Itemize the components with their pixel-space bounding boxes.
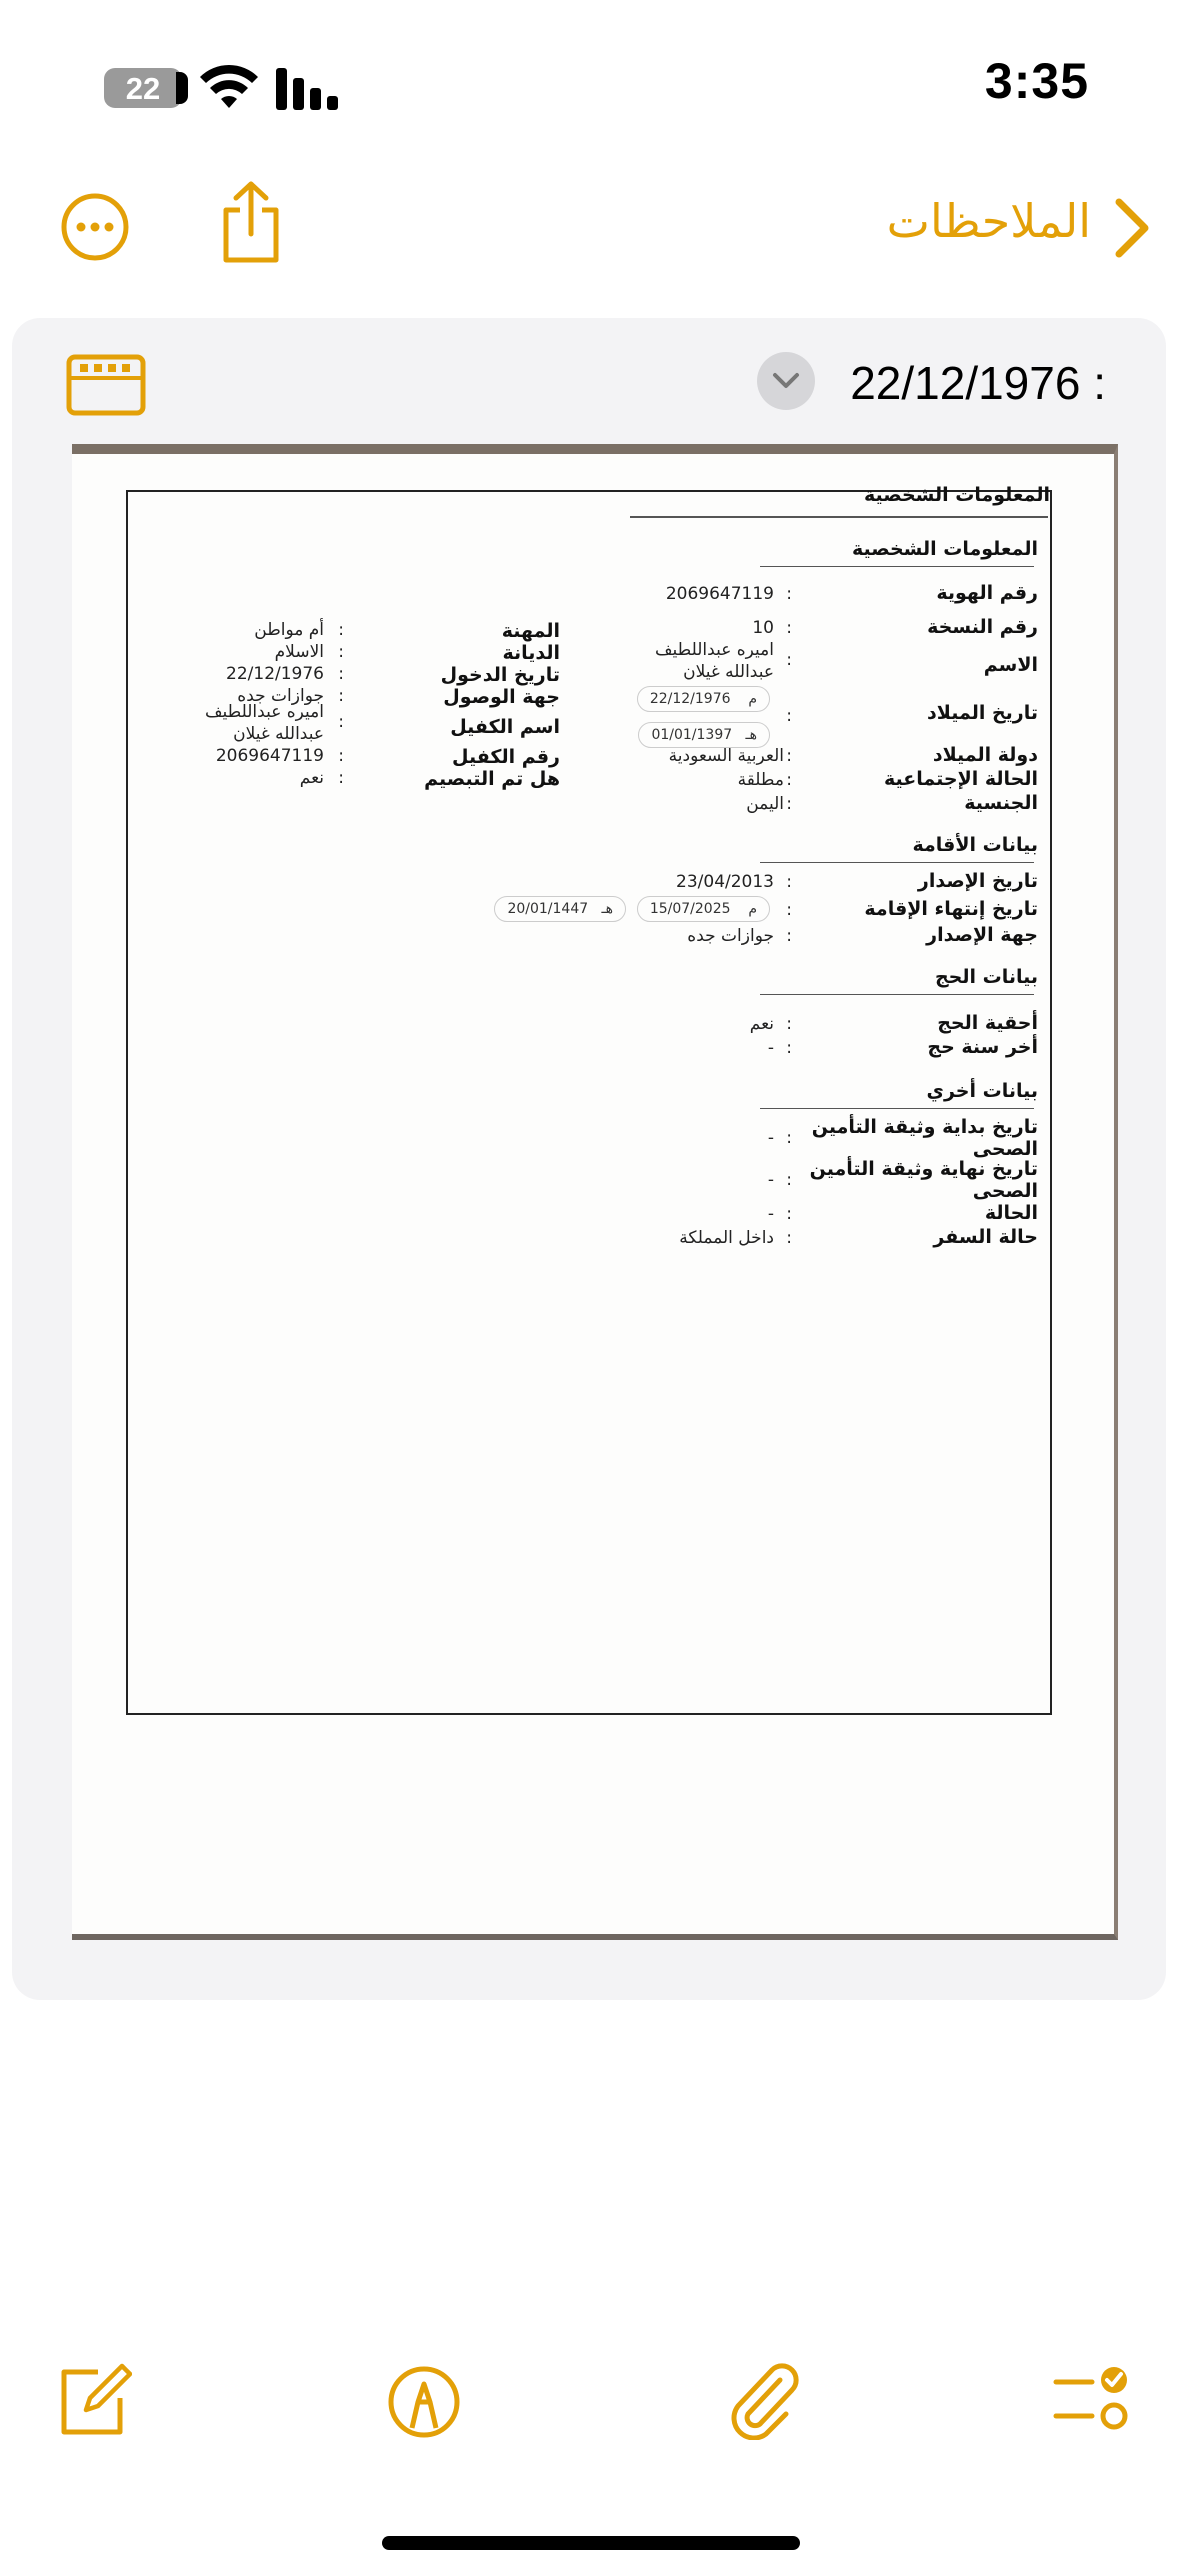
doc-label: أحقية الحج — [937, 1012, 1038, 1034]
doc-label: الحالة — [984, 1202, 1038, 1224]
doc-value: اميره عبداللطيف — [204, 702, 324, 722]
doc-colon: : — [338, 620, 344, 640]
doc-colon: : — [786, 900, 792, 920]
doc-header: المعلومات الشخصية — [863, 484, 1050, 506]
battery-level: 22 — [125, 71, 161, 106]
markup-pen-icon[interactable] — [384, 2362, 464, 2442]
doc-label: جهة الإصدار — [926, 924, 1038, 946]
doc-value: 2069647119 — [215, 746, 324, 766]
doc-colon: : — [786, 1204, 792, 1224]
calendar-mark: م — [748, 901, 757, 917]
doc-label: تاريخ نهاية وثيقة التأمين — [809, 1158, 1038, 1180]
date-value: 22/12/1976 — [649, 691, 731, 707]
doc-value: داخل المملكة — [679, 1228, 774, 1248]
doc-value: عبدالله غيلان — [683, 662, 774, 682]
doc-value: 23/04/2013 — [676, 872, 774, 892]
doc-label: الجنسية — [964, 792, 1038, 814]
note-title: 22/12/1976 : — [850, 357, 1106, 409]
divider — [760, 1108, 1034, 1109]
doc-value: نعم — [299, 768, 324, 788]
navigation-bar — [0, 170, 1179, 290]
doc-label: تاريخ بداية وثيقة التأمين — [811, 1116, 1038, 1138]
collapse-button[interactable] — [757, 352, 815, 410]
doc-value: اليمن — [746, 794, 784, 814]
doc-label: الصحى — [972, 1138, 1038, 1160]
doc-colon: : — [786, 794, 792, 814]
doc-label: حالة السفر — [933, 1226, 1038, 1248]
doc-label: الديانة — [502, 642, 560, 664]
section-title: بيانات الأقامة — [912, 834, 1038, 856]
doc-colon: : — [338, 768, 344, 788]
doc-label: الحالة الإجتماعية — [884, 768, 1038, 790]
doc-label: تاريخ الميلاد — [927, 702, 1038, 724]
doc-value: - — [767, 1038, 774, 1058]
doc-colon: : — [786, 746, 792, 766]
calendar-mark: م — [748, 691, 757, 707]
date-pill — [637, 896, 770, 922]
doc-value: - — [767, 1170, 774, 1190]
divider — [760, 994, 1034, 995]
doc-colon: : — [338, 664, 344, 684]
doc-value: 22/12/1976 — [226, 664, 324, 684]
wifi-icon — [200, 62, 258, 112]
date-pill — [638, 722, 770, 748]
scanned-document[interactable] — [72, 444, 1118, 1940]
doc-colon: : — [338, 746, 344, 766]
bottom-toolbar — [0, 2350, 1179, 2470]
status-bar — [0, 0, 1179, 150]
ellipsis-circle-icon[interactable] — [60, 192, 130, 262]
section-title: بيانات الحج — [934, 966, 1038, 988]
battery-cap — [176, 72, 188, 104]
share-icon[interactable] — [218, 180, 284, 264]
doc-label: رقم النسخة — [927, 616, 1038, 638]
doc-value: عبدالله غيلان — [233, 724, 324, 744]
chevron-right-icon[interactable] — [1109, 196, 1155, 260]
date-value: 20/01/1447 — [507, 901, 589, 917]
doc-label: دولة الميلاد — [932, 744, 1038, 766]
doc-value: أم مواطن — [254, 620, 324, 640]
section-title: المعلومات الشخصية — [851, 538, 1038, 560]
doc-value: مطلقة — [737, 770, 784, 790]
home-indicator[interactable] — [382, 2536, 800, 2550]
doc-colon: : — [786, 1128, 792, 1148]
doc-value: - — [767, 1204, 774, 1224]
clock: 3:35 — [984, 53, 1089, 109]
divider — [760, 862, 1034, 863]
doc-label: تاريخ الدخول — [440, 664, 560, 686]
compose-icon[interactable] — [52, 2360, 132, 2440]
calendar-mark: هـ — [601, 901, 613, 917]
signal-icon — [276, 64, 340, 110]
doc-label: الاسم — [983, 654, 1038, 676]
doc-label: رقم الكفيل — [452, 746, 560, 768]
divider — [630, 516, 1048, 518]
doc-label: رقم الهوية — [936, 582, 1038, 604]
battery-icon — [104, 68, 182, 108]
doc-label: تاريخ الإصدار — [917, 870, 1038, 892]
doc-value: جوازات جده — [687, 926, 774, 946]
doc-value: الاسلام — [274, 642, 324, 662]
doc-value: 2069647119 — [665, 584, 774, 604]
doc-colon: : — [786, 650, 792, 670]
section-title: بيانات أخري — [926, 1080, 1038, 1102]
back-button-label[interactable]: الملاحظات — [886, 194, 1091, 248]
paperclip-icon[interactable] — [724, 2360, 804, 2440]
scanned-doc-icon[interactable] — [66, 354, 146, 416]
date-pill — [637, 686, 770, 712]
doc-colon: : — [786, 1170, 792, 1190]
date-pill — [494, 896, 626, 922]
doc-colon: : — [786, 618, 792, 638]
doc-colon: : — [338, 686, 344, 706]
doc-label: جهة الوصول — [443, 686, 560, 708]
doc-colon: : — [786, 706, 792, 726]
date-value: 01/01/1397 — [651, 727, 733, 743]
doc-label: أخر سنة حج — [927, 1036, 1038, 1058]
doc-colon: : — [786, 872, 792, 892]
doc-colon: : — [786, 1014, 792, 1034]
doc-colon: : — [338, 642, 344, 662]
doc-value: 10 — [752, 618, 774, 638]
chevron-down-icon — [772, 370, 800, 392]
doc-value: نعم — [749, 1014, 774, 1034]
doc-value: - — [767, 1128, 774, 1148]
doc-value: اميره عبداللطيف — [654, 640, 774, 660]
checklist-icon[interactable] — [1052, 2360, 1132, 2440]
doc-colon: : — [338, 712, 344, 732]
calendar-mark: هـ — [745, 727, 757, 743]
doc-value: جوازات جده — [237, 686, 324, 706]
date-value: 15/07/2025 — [649, 901, 731, 917]
doc-label: الصحى — [972, 1180, 1038, 1202]
note-attachment-card[interactable] — [12, 318, 1166, 2000]
doc-colon: : — [786, 770, 792, 790]
doc-label: المهنة — [501, 620, 560, 642]
doc-value: العربية السعودية — [668, 746, 784, 766]
doc-colon: : — [786, 1228, 792, 1248]
doc-label: تاريخ إنتهاء الإقامة — [864, 898, 1038, 920]
doc-colon: : — [786, 1038, 792, 1058]
doc-colon: : — [786, 584, 792, 604]
divider — [760, 566, 1034, 567]
doc-colon: : — [786, 926, 792, 946]
doc-label: اسم الكفيل — [450, 716, 560, 738]
doc-label: هل تم التبصيم — [424, 768, 560, 790]
